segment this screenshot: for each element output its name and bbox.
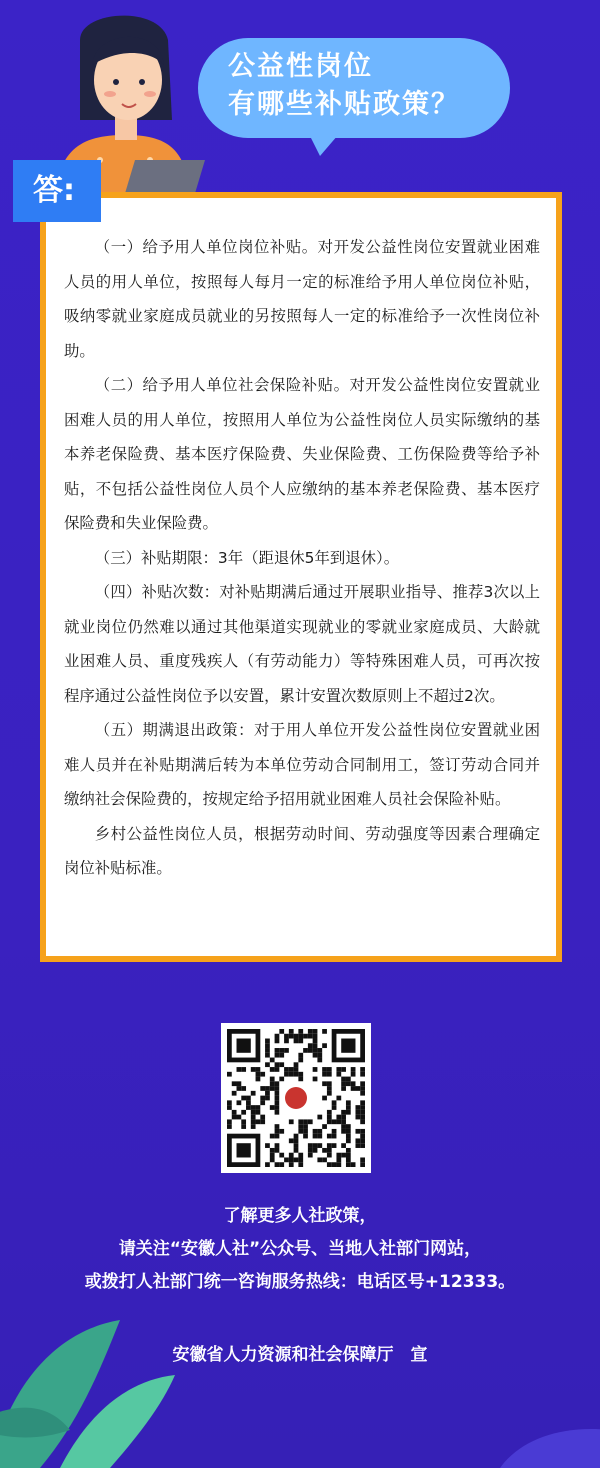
- qr-code: [221, 1023, 371, 1173]
- policy-paragraph-2: （二）给予用人单位社会保险补贴。对开发公益性岗位安置就业困难人员的用人单位，按照用人单位为公益性岗位人员实际缴纳的基本养老保险费、基本医疗保险费、失业保险费、工伤保险费等给予补贴，不包括公益性岗位人员个人应缴纳的基本养老保险费、基本医疗保险费和失业保险费。: [64, 376, 540, 532]
- speech-bubble-tail: [306, 128, 344, 156]
- policy-paragraph-5: （五）期满退出政策：对于用人单位开发公益性岗位安置就业困难人员并在补贴期满后转为本单位劳动合同制用工，签订劳动合同并缴纳社会保险费的，按规定给予招用就业困难人员社会保险补贴。: [64, 721, 540, 808]
- policy-paragraph-3: （三）补贴期限：3年（距退休5年到退休）。: [94, 548, 400, 567]
- question-line-2: 有哪些补贴政策？: [228, 89, 460, 120]
- question-line-1: 公益性岗位: [228, 51, 373, 82]
- footer-line-2: 请关注“安徽人社”公众号、当地人社部门网站，: [118, 1239, 482, 1259]
- footer-line-3: 或拨打人社部门统一咨询服务热线：电话区号+12333。: [84, 1272, 516, 1292]
- policy-paragraph-4: （四）补贴次数：对补贴期满后通过开展职业指导、推荐3次以上就业岗位仍然难以通过其他渠道实现就业的零就业家庭成员、大龄就业困难人员、重度残疾人（有劳动能力）等特殊困难人员，可再次按程序通过公益性岗位予以安置，累计安置次数原则上不超过2次。: [64, 583, 540, 705]
- policy-paragraph-6: 乡村公益性岗位人员，根据劳动时间、劳动强度等因素合理确定岗位补贴标准。: [64, 824, 540, 877]
- footer-line-1: 了解更多人社政策，: [223, 1206, 377, 1226]
- qr-code-image: [221, 1023, 371, 1173]
- issuer-signature: 安徽省人力资源和社会保障厅 宣: [172, 1345, 428, 1365]
- footer-info: [0, 1200, 600, 1299]
- leaf-decoration: [0, 1300, 600, 1468]
- question-title: [228, 48, 498, 124]
- answer-label: 答:: [13, 160, 101, 222]
- answer-content: [64, 230, 540, 886]
- policy-paragraph-1: （一）给予用人单位岗位补贴。对开发公益性岗位安置就业困难人员的用人单位，按照每人每月一定的标准给予用人单位岗位补贴，吸纳零就业家庭成员就业的另按照每人一定的标准给予一次性岗位补助。: [64, 238, 540, 360]
